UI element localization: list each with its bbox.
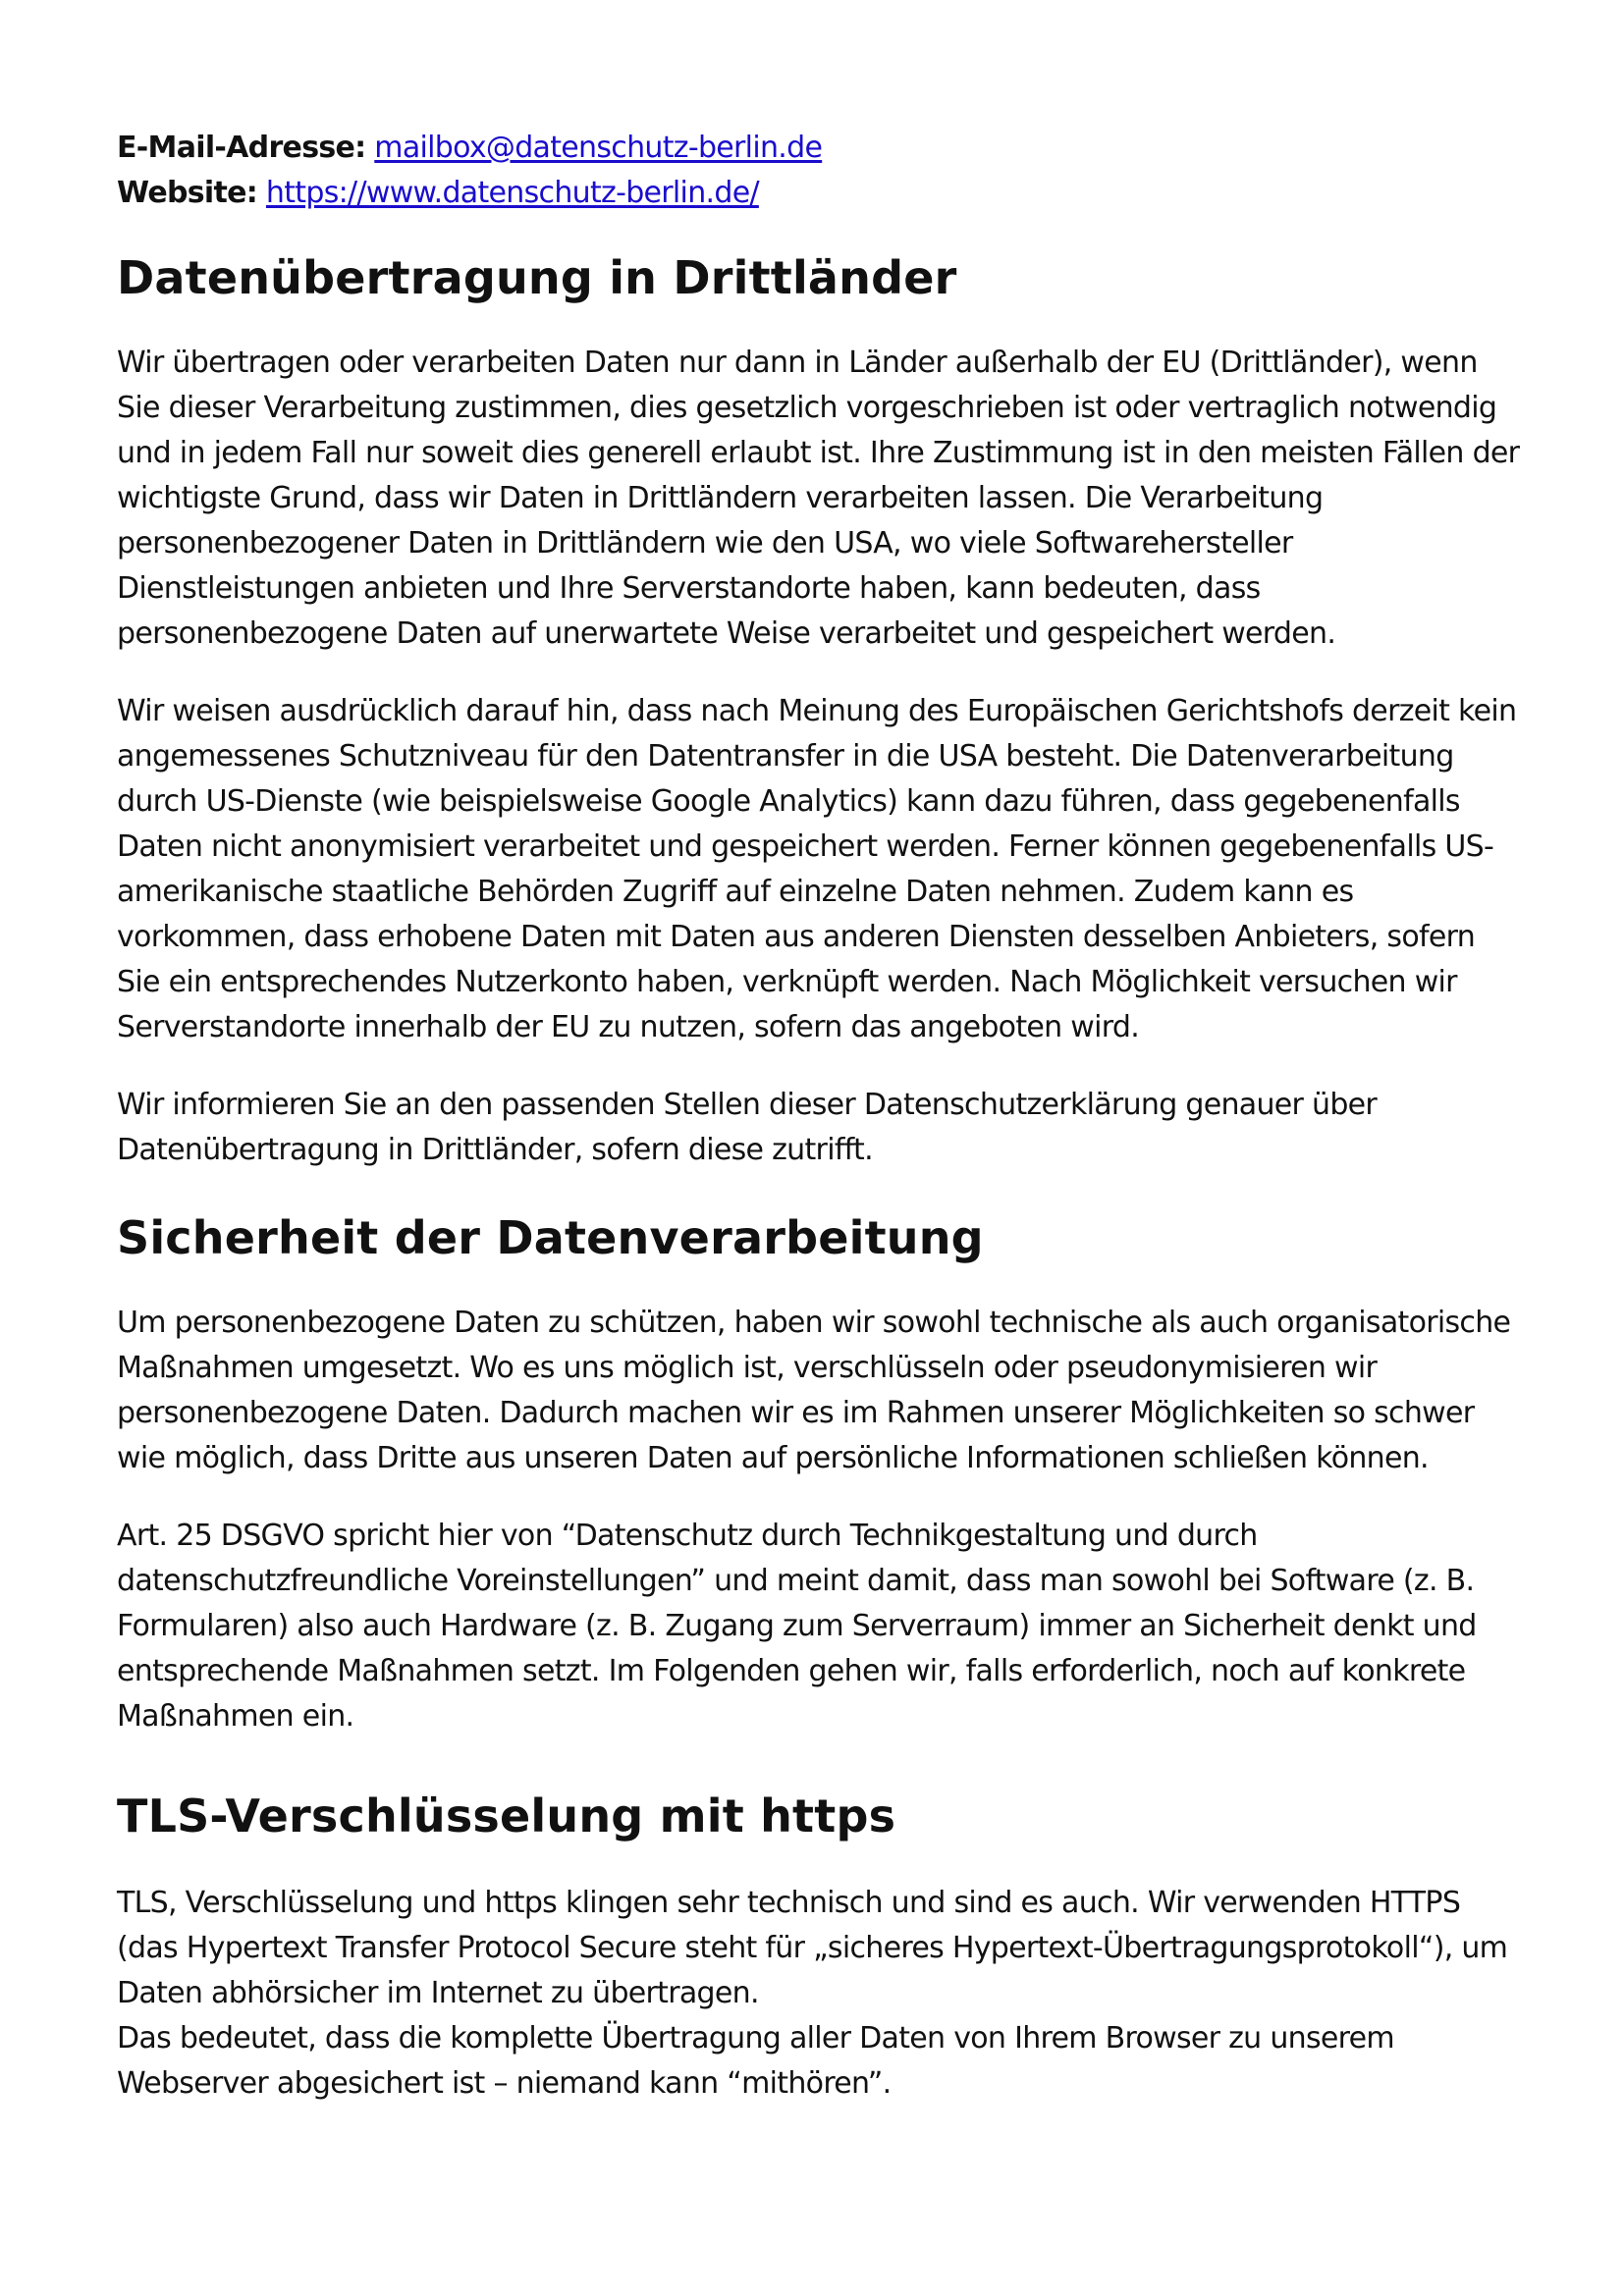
website-link[interactable]: https://www.datenschutz-berlin.de/ — [265, 176, 759, 210]
website-label: Website: — [117, 176, 258, 210]
website-line — [117, 171, 1521, 216]
email-link[interactable]: mailbox@datenschutz-berlin.de — [374, 131, 823, 165]
paragraph-tls-1: TLS, Verschlüsselung und https klingen sehr technisch und sind es auch. Wir verwenden HTTPS (das Hypertext Transfer Protocol Secure steht für „sicheres Hypertext-Übertragungsprotokoll“), um Daten abhörsicher im Internet zu übertragen. — [117, 1886, 1508, 2010]
heading-tls-verschluesselung: TLS-Verschlüsselung mit https — [117, 1789, 896, 1842]
email-line — [117, 126, 1521, 171]
heading-datenuebertragung-drittlaender: Datenübertragung in Drittländer — [117, 251, 957, 304]
paragraph-sicherheit-1: Um personenbezogene Daten zu schützen, haben wir sowohl technische als auch organisatorische Maßnahmen umgesetzt. Wo es uns möglich ist, verschlüsseln oder pseudonymisieren wir personenbezogene Daten. Dadurch machen wir es im Rahmen unserer Möglichkeiten so schwer wie möglich, dass Dritte aus unseren Daten auf persönliche Informationen schließen können. — [117, 1306, 1511, 1475]
paragraph-drittlaender-1: Wir übertragen oder verarbeiten Daten nur dann in Länder außerhalb der EU (Drittländer), wenn Sie dieser Verarbeitung zustimmen, dies gesetzlich vorgeschrieben ist oder vertraglich notwendig und in jedem Fall nur soweit dies generell erlaubt ist. Ihre Zustimmung ist in den meisten Fällen der wichtigste Grund, dass wir Daten in Drittländern verarbeiten lassen. Die Verarbeitung personenbezogener Daten in Drittländern wie den USA, wo viele Softwarehersteller Dienstleistungen anbieten und Ihre Serverstandorte haben, kann bedeuten, dass personenbezogene Daten auf unerwartete Weise verarbeitet und gespeichert werden. — [117, 346, 1520, 651]
heading-sicherheit-datenverarbeitung: Sicherheit der Datenverarbeitung — [117, 1211, 984, 1264]
paragraph-sicherheit-2: Art. 25 DSGVO spricht hier von “Datenschutz durch Technikgestaltung und durch datenschutzfreundliche Voreinstellungen” und meint damit, dass man sowohl bei Software (z. B. Formularen) also auch Hardware (z. B. Zugang zum Serverraum) immer an Sicherheit denkt und entsprechende Maßnahmen setzt. Im Folgenden gehen wir, falls erforderlich, noch auf konkrete Maßnahmen ein. — [117, 1519, 1477, 1734]
email-label: E-Mail-Adresse: — [117, 131, 366, 165]
paragraph-drittlaender-3: Wir informieren Sie an den passenden Stellen dieser Datenschutzerklärung genauer über Datenübertragung in Drittländer, sofern diese zutrifft. — [117, 1088, 1378, 1167]
document-page — [117, 126, 1521, 2107]
paragraph-tls-2: Das bedeutet, dass die komplette Übertragung aller Daten von Ihrem Browser zu unserem Webserver abgesichert ist – niemand kann “mithören”. — [117, 2021, 1394, 2101]
paragraph-drittlaender-2: Wir weisen ausdrücklich darauf hin, dass nach Meinung des Europäischen Gerichtshofs derzeit kein angemessenes Schutzniveau für den Datentransfer in die USA besteht. Die Datenverarbeitung durch US-Dienste (wie beispielsweise Google Analytics) kann dazu führen, dass gegebenenfalls Daten nicht anonymisiert verarbeitet und gespeichert werden. Ferner können gegebenenfalls US-amerikanische staatliche Behörden Zugriff auf einzelne Daten nehmen. Zudem kann es vorkommen, dass erhobene Daten mit Daten aus anderen Diensten desselben Anbieters, sofern Sie ein entsprechendes Nutzerkonto haben, verknüpft werden. Nach Möglichkeit versuchen wir Serverstandorte innerhalb der EU zu nutzen, sofern das angeboten wird. — [117, 694, 1517, 1044]
